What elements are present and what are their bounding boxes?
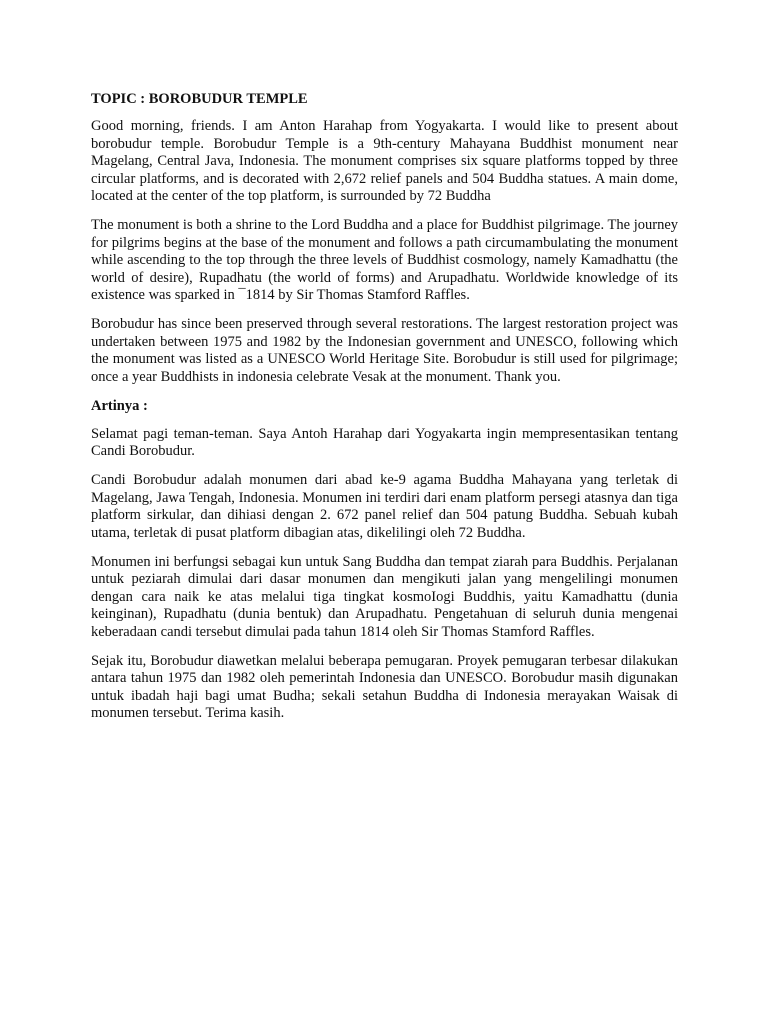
indonesian-paragraph-1: Selamat pagi teman-teman. Saya Antoh Harahap dari Yogyakarta ingin mempresentasikan tentang Candi Borobudur. xyxy=(91,425,678,459)
indonesian-paragraph-2: Candi Borobudur adalah monumen dari abad ke-9 agama Buddha Mahayana yang terletak di Magelang, Jawa Tengah, Indonesia. Monumen ini terdiri dari enam platform persegi atasnya dan tiga platform sirkular, dan dihiasi dengan 2. 672 panel relief dan 504 patung Buddha. Sebuah kubah utama, terletak di pusat platform dibagian atas, dikelilingi oleh 72 Buddha. xyxy=(91,472,678,541)
translation-heading: Artinya : xyxy=(91,398,148,415)
english-paragraph-2: The monument is both a shrine to the Lord Buddha and a place for Buddhist pilgrimage. The journey for pilgrims begins at the base of the monument and follows a path circumambulating the monument while ascending to the top through the three levels of Buddhist cosmology, namely Kamadhattu (the world of desire), Rupadhatu (the world of forms) and Arupadhatu. Worldwide knowledge of its existence was sparked in ¯1814 by Sir Thomas Stamford Raffles. xyxy=(91,217,678,304)
indonesian-paragraph-3: Monumen ini berfungsi sebagai kun untuk Sang Buddha dan tempat ziarah para Buddhis. Perjalanan untuk peziarah dimulai dari dasar monumen dan mengikuti jalan yang mengelilingi monumen dengan cara naik ke atas melalui tiga tingkat kosmoIogi Buddhis, yaitu Kamadhattu (dunia keinginan), Rupadhatu (dunia bentuk) dan Arupadhatu. Pengetahuan di seluruh dunia mengenai keberadaan candi tersebut dimulai pada tahun 1814 oleh Sir Thomas Stamford Raffles. xyxy=(91,553,678,640)
english-paragraph-3: Borobudur has since been preserved through several restorations. The largest restoration project was undertaken between 1975 and 1982 by the Indonesian government and UNESCO, following which the monument was listed as a UNESCO World Heritage Site. Borobudur is still used for pilgrimage; once a year Buddhists in indonesia celebrate Vesak at the monument. Thank you. xyxy=(91,316,678,385)
english-paragraph-1: Good morning, friends. I am Anton Harahap from Yogyakarta. I would like to present about borobudur temple. Borobudur Temple is a 9th-century Mahayana Buddhist monument near Magelang, Central Java, Indonesia. The monument comprises six square platforms topped by three circular platforms, and is decorated with 2,672 relief panels and 504 Buddha statues. A main dome, located at the center of the top platform, is surrounded by 72 Buddha xyxy=(91,118,678,205)
topic-heading: TOPIC : BOROBUDUR TEMPLE xyxy=(91,91,308,107)
indonesian-paragraph-4: Sejak itu, Borobudur diawetkan melalui beberapa pemugaran. Proyek pemugaran terbesar dilakukan antara tahun 1975 dan 1982 oleh pemerintah Indonesia dan UNESCO. Borobudur masih digunakan untuk ibadah haji bagi umat Budha; sekali setahun Buddha di Indonesia merayakan Waisak di monumen tersebut. Terima kasih. xyxy=(91,652,678,722)
document-page xyxy=(91,91,678,735)
